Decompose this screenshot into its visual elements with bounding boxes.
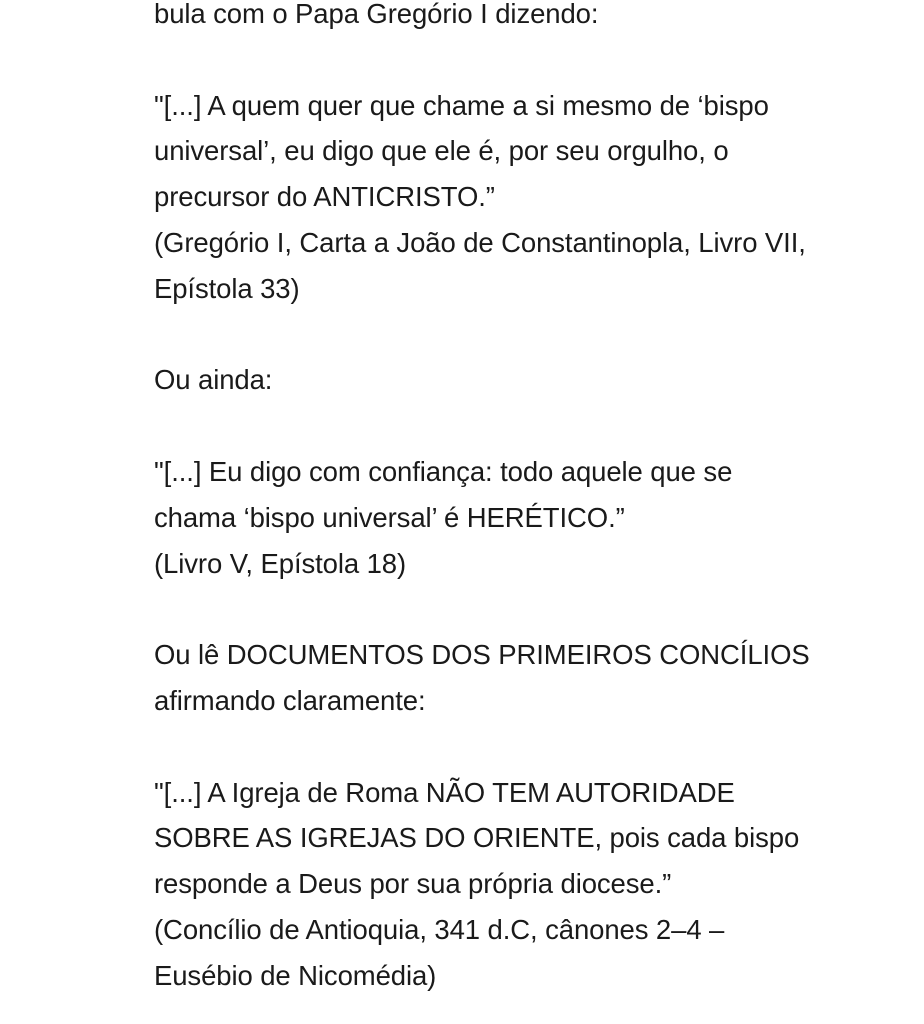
quote-gregory-antichrist	[154, 83, 894, 312]
citation-line: (Livro V, Epístola 18)	[154, 547, 407, 579]
text-line: universal’, eu digo que ele é, por seu orgulho, o	[154, 135, 729, 167]
citation-line: Eusébio de Nicomédia)	[154, 959, 437, 991]
text-line: chama ‘bispo universal’ é HERÉTICO.”	[154, 501, 625, 533]
intro-paragraph	[154, 0, 894, 37]
quote-gregory-heretic	[154, 449, 894, 586]
article-body	[154, 0, 894, 999]
text-line: "[...] Eu digo com confiança: todo aquele que se	[154, 455, 733, 487]
citation-line: (Concílio de Antioquia, 341 d.C, cânones 2–4 –	[154, 913, 725, 945]
text-line: afirmando claramente:	[154, 684, 426, 716]
text-line: SOBRE AS IGREJAS DO ORIENTE, pois cada bispo	[154, 822, 800, 854]
transition-paragraph	[154, 357, 894, 403]
text-line: "[...] A quem quer que chame a si mesmo de ‘bispo	[154, 89, 769, 121]
councils-paragraph	[154, 632, 894, 724]
text-line: "[...] A Igreja de Roma NÃO TEM AUTORIDADE	[154, 776, 735, 808]
text-line: Ou ainda:	[154, 364, 273, 396]
quote-council-antioch	[154, 770, 894, 999]
text-line: Ou lê DOCUMENTOS DOS PRIMEIROS CONCÍLIOS	[154, 639, 810, 671]
text-line: responde a Deus por sua própria diocese.”	[154, 868, 672, 900]
citation-line: (Gregório I, Carta a João de Constantinopla, Livro VII,	[154, 226, 806, 258]
text-line: precursor do ANTICRISTO.”	[154, 181, 495, 213]
citation-line: Epístola 33)	[154, 272, 300, 304]
text-line: bula com o Papa Gregório I dizendo:	[154, 0, 599, 29]
